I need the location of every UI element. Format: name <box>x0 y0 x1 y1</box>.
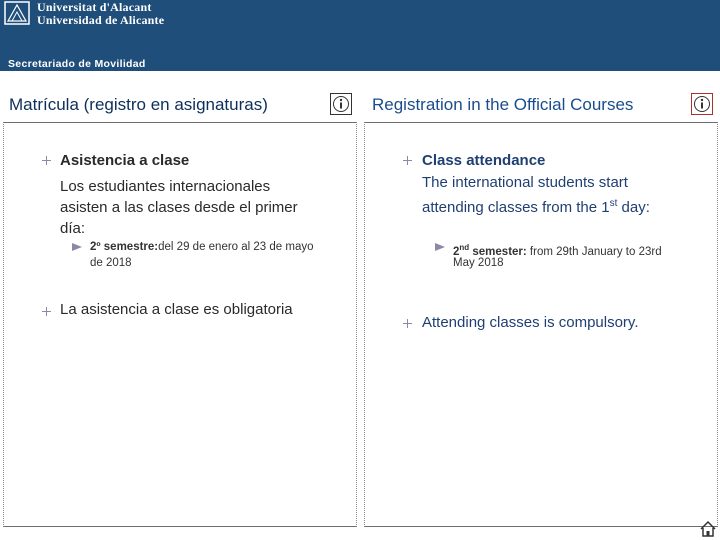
right-bullet1-heading: Class attendance <box>422 152 546 169</box>
info-icon[interactable] <box>691 93 713 115</box>
left-sub-bullet-line1 <box>90 240 314 255</box>
left-bullet2: La asistencia a clase es obligatoria <box>60 301 293 318</box>
arrow-bullet-icon <box>71 242 83 252</box>
plus-bullet-icon <box>403 156 412 165</box>
plus-bullet-icon <box>42 156 51 165</box>
right-sub-bullet-ordinal: nd <box>459 243 470 252</box>
right-bullet2: Attending classes is compulsory. <box>422 314 639 331</box>
left-sub-bullet-line2: de 2018 <box>90 257 132 269</box>
plus-bullet-icon <box>403 319 412 328</box>
right-column-title: Registration in the Official Courses <box>372 95 634 114</box>
left-bullet1-line2: asisten a las clases desde el primer <box>60 199 298 216</box>
university-logo-icon <box>4 1 30 25</box>
right-sub-bullet-line2: May 2018 <box>453 257 504 269</box>
right-bullet1-line2-text: attending classes from the 1 <box>422 199 610 216</box>
home-icon[interactable] <box>699 520 717 538</box>
plus-bullet-icon <box>42 307 51 316</box>
left-bullet1-line1: Los estudiantes internacionales <box>60 178 271 195</box>
info-icon[interactable] <box>330 93 352 115</box>
header-banner <box>0 0 720 71</box>
university-name-valencian: Universitat d'Alacant <box>37 0 152 14</box>
right-sub-bullet-label: semester: <box>469 245 527 258</box>
left-sub-bullet-label: 2º semestre: <box>90 241 159 253</box>
unit-name: Secretariado de Movilidad <box>8 58 146 70</box>
right-sub-bullet-number: 2 <box>453 245 460 258</box>
left-column-title: Matrícula (registro en asignaturas) <box>9 95 268 114</box>
arrow-bullet-icon <box>434 242 446 252</box>
right-bullet1-line2 <box>422 194 650 217</box>
university-name-spanish: Universidad de Alicante <box>37 13 165 27</box>
left-bullet1-heading: Asistencia a clase <box>60 152 190 169</box>
left-bullet1-line3: día: <box>60 220 86 237</box>
left-sub-bullet-text: del 29 de enero al 23 de mayo <box>158 241 314 253</box>
right-bullet1-ordinal: st <box>609 198 618 209</box>
right-bullet1-line1: The international students start <box>422 174 628 191</box>
right-bullet1-line2-end: day: <box>617 199 650 216</box>
right-sub-bullet-text: from 29th January to 23rd <box>526 245 662 258</box>
